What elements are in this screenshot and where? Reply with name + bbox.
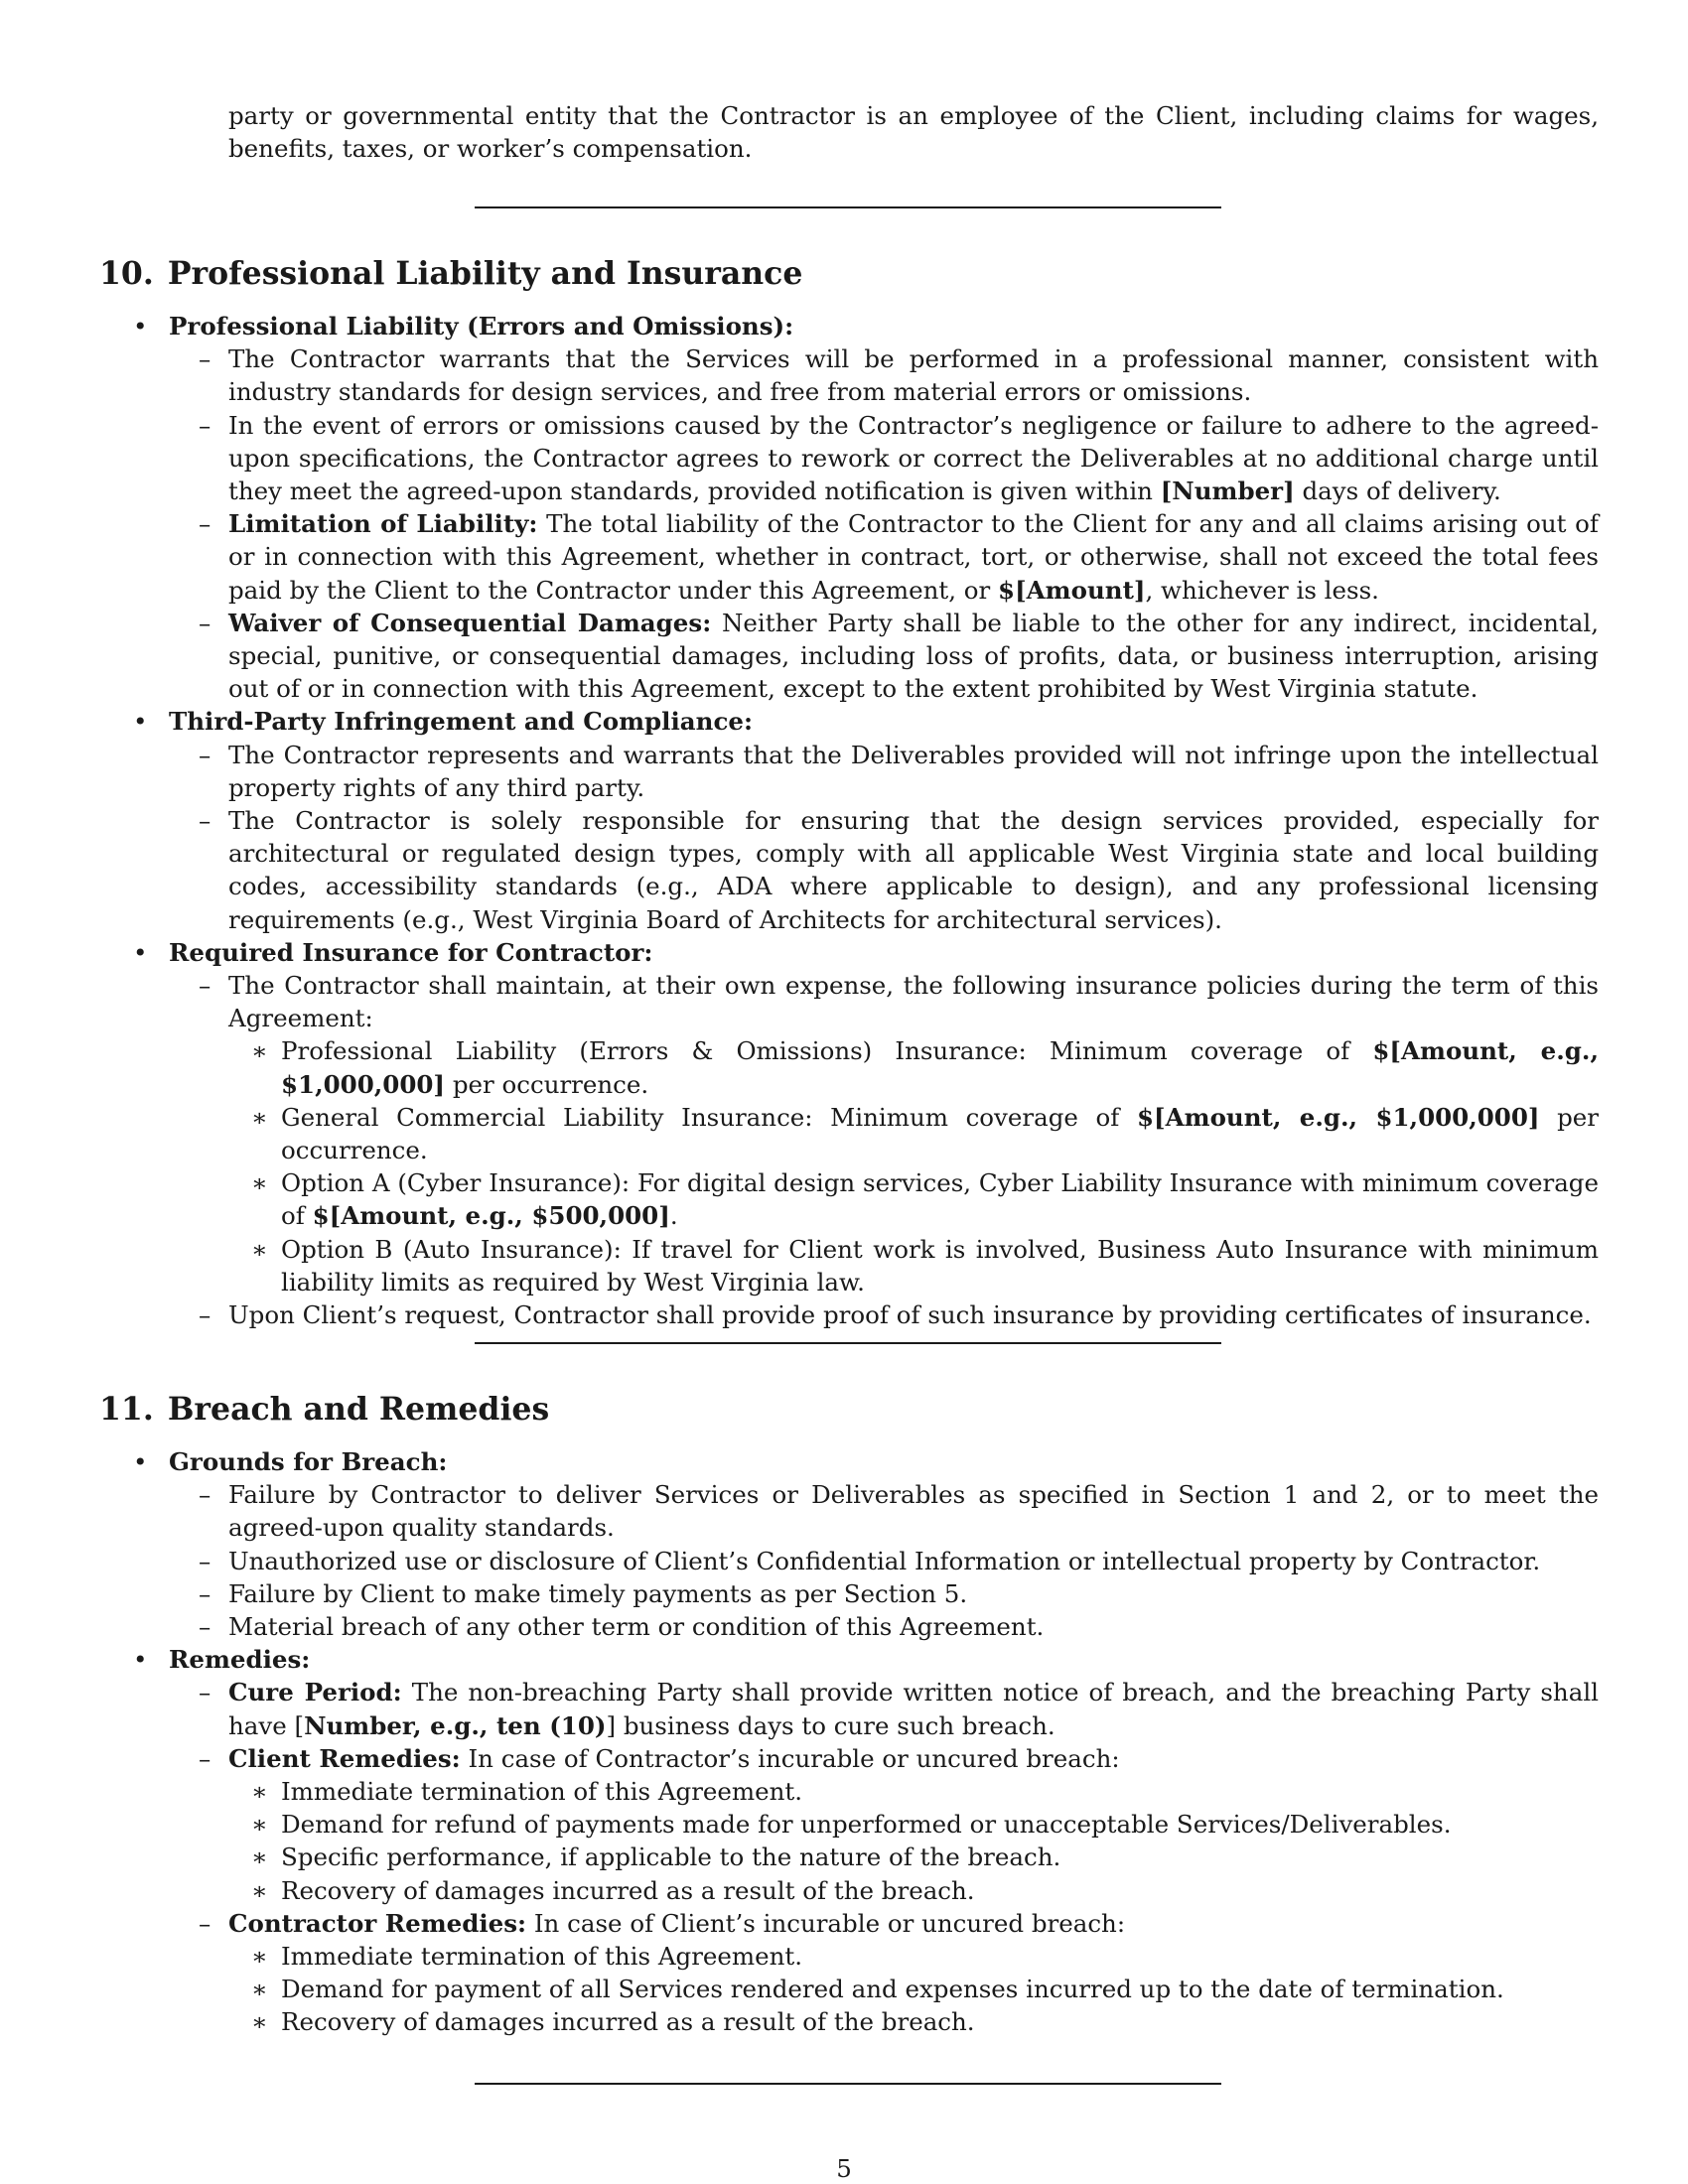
star-marker: ∗ [251,1036,268,1066]
item-text: Specific performance, if applicable to the nature of the breach. [281,1843,1061,1872]
list-item [129,1841,1599,1873]
section-10-heading [99,254,802,294]
section-divider [475,206,1221,208]
section-title: Breach and Remedies [167,1391,550,1428]
item-text: Professional Liability (Errors & Omissions) Insurance: Minimum coverage of [281,1036,1373,1066]
placeholder-amount: $[Amount] [998,575,1146,605]
section-divider [475,2083,1221,2085]
placeholder-number: Number, e.g., ten (10) [304,1710,607,1740]
item-text: In case of Contractor’s incurable or uncured breach: [460,1743,1120,1773]
item-text: ] business days to cure such breach. [606,1710,1055,1740]
placeholder-amount: $[Amount, e.g., $1,000,000] [281,1036,1599,1099]
list-item [129,1445,1599,1478]
dash-marker: – [199,1612,211,1642]
star-marker: ∗ [251,2007,268,2037]
list-item [129,1742,1599,1775]
item-label: Professional Liability (Errors and Omissions): [169,312,794,341]
item-text: The Contractor is solely responsible for ensuring that the design services provided, especially for architectural or regulated design types, comply with all applicable West Virginia state and local building codes, accessibility standards (e.g., ADA where applicable to design), and any professional licensing requirements (e.g., West Virginia Board of Architects for architectural services). [228,806,1599,934]
bullet-marker: • [133,707,148,737]
list-item [129,342,1599,408]
list-item [129,739,1599,804]
list-item [129,1940,1599,1973]
list-item [129,507,1599,607]
bullet-marker: • [133,1447,148,1476]
item-text: The Contractor represents and warrants that the Deliverables provided will not infringe upon the intellectual property rights of any third party. [228,740,1599,802]
list-item [129,936,1599,969]
list-item [129,1874,1599,1907]
placeholder-amount: $[Amount, e.g., $500,000] [312,1201,670,1231]
item-text: Option A (Cyber Insurance): For digital design services, Cyber Liability Insurance with minimum coverage of [281,1168,1599,1231]
section-divider [475,1342,1221,1344]
list-item [129,1166,1599,1232]
star-marker: ∗ [251,1843,268,1872]
dash-marker: – [199,410,211,440]
item-text: Recovery of damages incurred as a result of the breach. [281,2007,975,2037]
list-item [129,705,1599,738]
item-text: Failure by Contractor to deliver Services or Deliverables as specified in Section 1 and 2, or to meet the agreed-upon quality standards. [228,1480,1599,1543]
list-item [129,1101,1599,1166]
list-item [129,804,1599,936]
section-title: Professional Liability and Insurance [167,255,803,292]
dash-marker: – [199,509,211,539]
list-item [129,2005,1599,2038]
section-11-heading [99,1390,549,1430]
dash-marker: – [199,1678,211,1707]
list-item [129,1808,1599,1841]
item-label: Waiver of Consequential Damages: [228,608,712,637]
item-text: Immediate termination of this Agreement. [281,1942,803,1972]
star-marker: ∗ [251,1975,268,2004]
dash-marker: – [199,1300,211,1330]
list-item [129,1545,1599,1577]
item-text: Recovery of damages incurred as a result of the breach. [281,1875,975,1905]
item-text: Demand for refund of payments made for unperformed or unacceptable Services/Deliverables. [281,1810,1452,1840]
list-item [129,1643,1599,1676]
item-text: Immediate termination of this Agreement. [281,1777,803,1807]
list-item [129,1577,1599,1610]
list-item [129,607,1599,706]
section-11-body [129,1445,1599,2039]
item-text: Neither Party shall be liable to the other for any indirect, incidental, special, punitive, or consequential damages, including loss of profits, data, or business interruption, arising out of or in connection with this Agreement, except to the extent prohibited by West Virginia statute. [228,608,1599,704]
star-marker: ∗ [251,1942,268,1972]
item-text: In the event of errors or omissions caused by the Contractor’s negligence or failure to adhere to the agreed-upon specifications, the Contractor agrees to rework or correct the Deliverables at no additional charge until they meet the agreed-upon standards, provided notification is given within [228,410,1599,506]
section-number: 11. [99,1391,154,1428]
item-text: . [669,1201,678,1231]
item-text: The non-breaching Party shall provide written notice of breach, and the breaching Party shall have [ [228,1678,1599,1740]
item-text: The Contractor warrants that the Services will be performed in a professional manner, consistent with industry standards for design services, and free from material errors or omissions. [228,344,1599,407]
star-marker: ∗ [251,1102,268,1132]
item-text: Demand for payment of all Services rendered and expenses incurred up to the date of termination. [281,1975,1504,2004]
item-text: Upon Client’s request, Contractor shall provide proof of such insurance by providing certificates of insurance. [228,1300,1592,1330]
list-item [129,1676,1599,1741]
dash-marker: – [199,608,211,637]
section-number: 10. [99,255,154,292]
list-item [129,1233,1599,1298]
item-text: per occurrence. [281,1102,1600,1165]
bullet-marker: • [133,1645,148,1675]
list-item [129,310,1599,342]
list-item [129,1034,1599,1100]
item-text: Unauthorized use or disclosure of Client’s Confidential Information or intellectual property by Contractor. [228,1546,1541,1575]
bullet-marker: • [133,937,148,967]
list-item [129,1775,1599,1808]
list-item [129,1973,1599,2005]
placeholder-amount: $[Amount, e.g., $1,000,000] [1137,1102,1540,1132]
dash-marker: – [199,1908,211,1938]
item-text: General Commercial Liability Insurance: Minimum coverage of [281,1102,1137,1132]
dash-marker: – [199,1546,211,1575]
dash-marker: – [199,806,211,836]
item-text: , whichever is less. [1145,575,1379,605]
item-label: Required Insurance for Contractor: [169,937,653,967]
dash-marker: – [199,740,211,769]
item-text: Material breach of any other term or condition of this Agreement. [228,1612,1045,1642]
item-label: Grounds for Breach: [169,1447,448,1476]
dash-marker: – [199,971,211,1001]
item-text: Failure by Client to make timely payments as per Section 5. [228,1578,968,1608]
item-text: days of delivery. [1294,477,1501,506]
item-label: Contractor Remedies: [228,1908,527,1938]
list-item [129,1478,1599,1544]
item-label: Limitation of Liability: [228,509,538,539]
list-item [129,969,1599,1034]
star-marker: ∗ [251,1875,268,1905]
bullet-marker: • [133,312,148,341]
item-text: per occurrence. [445,1069,649,1099]
item-label: Client Remedies: [228,1743,461,1773]
list-item [129,1298,1599,1331]
page-number: 5 [836,2154,852,2183]
item-label: Remedies: [169,1645,311,1675]
intro-paragraph: party or governmental entity that the Contractor is an employee of the Client, including claims for wages, benefits, taxes, or worker’s compensation. [228,101,1599,164]
item-label: Cure Period: [228,1678,402,1707]
section-10-body [129,310,1599,1331]
dash-marker: – [199,344,211,374]
list-item [129,409,1599,508]
item-text: The Contractor shall maintain, at their own expense, the following insurance policies during the term of this Agreement: [228,971,1599,1033]
dash-marker: – [199,1743,211,1773]
star-marker: ∗ [251,1777,268,1807]
item-text: The total liability of the Contractor to the Client for any and all claims arising out of or in connection with this Agreement, whether in contract, tort, or otherwise, shall not exceed the total fees paid by the Client to the Contractor under this Agreement, or [228,509,1599,605]
item-text: In case of Client’s incurable or uncured breach: [526,1908,1126,1938]
placeholder-number: [Number] [1160,477,1295,506]
dash-marker: – [199,1578,211,1608]
item-text: Option B (Auto Insurance): If travel for Client work is involved, Business Auto Insurance with minimum liability limits as required by West Virginia law. [281,1234,1599,1297]
star-marker: ∗ [251,1168,268,1198]
list-item [129,1610,1599,1643]
list-item [129,1907,1599,1940]
star-marker: ∗ [251,1234,268,1264]
dash-marker: – [199,1480,211,1510]
star-marker: ∗ [251,1810,268,1840]
item-label: Third-Party Infringement and Compliance: [169,707,754,737]
